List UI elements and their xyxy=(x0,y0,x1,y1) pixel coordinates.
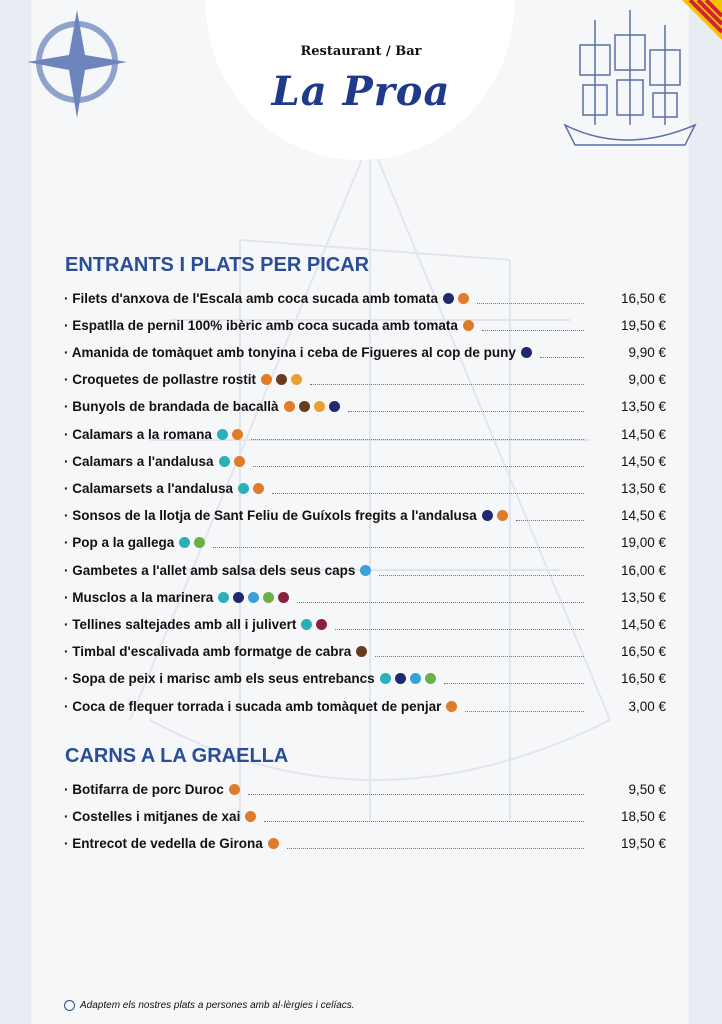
menu-item xyxy=(64,833,666,853)
item-price: 16,00 € xyxy=(620,562,666,578)
item-price: 14,50 € xyxy=(620,616,666,632)
menu-item xyxy=(64,370,666,390)
dotted-leader xyxy=(272,483,584,494)
dotted-leader xyxy=(465,701,584,712)
menu-item xyxy=(64,779,666,799)
gluten-allergen-icon xyxy=(268,838,279,849)
item-name: · Coca de flequer torrada i sucada amb tomàquet de penjar xyxy=(64,698,442,714)
restaurant-subtitle: Restaurant / Bar xyxy=(300,44,422,59)
item-name: · Sopa de peix i marisc amb els seus entrebancs xyxy=(64,671,375,687)
menu-item xyxy=(64,424,666,444)
allergen-icons xyxy=(229,784,240,795)
allergen-icons xyxy=(446,701,457,712)
gluten-free-icon xyxy=(64,1000,75,1011)
gluten-allergen-icon xyxy=(458,293,469,304)
gluten-allergen-icon xyxy=(261,374,272,385)
restaurant-title: La Proa xyxy=(271,68,451,115)
fish-allergen-icon xyxy=(482,510,493,521)
dotted-leader xyxy=(248,784,584,795)
item-name: · Croquetes de pollastre rostit xyxy=(64,372,257,388)
item-price: 14,50 € xyxy=(620,508,666,524)
menu-item xyxy=(64,288,666,308)
celery-allergen-icon xyxy=(263,592,274,603)
gluten-allergen-icon xyxy=(497,510,508,521)
menu-item xyxy=(64,315,666,335)
item-name: · Timbal d'escalivada amb formatge de cabra xyxy=(64,644,352,660)
item-price: 3,00 € xyxy=(628,698,666,714)
gluten-allergen-icon xyxy=(229,784,240,795)
item-name: · Filets d'anxova de l'Escala amb coca sucada amb tomata xyxy=(64,290,439,306)
item-price: 18,50 € xyxy=(620,808,666,824)
item-price: 9,90 € xyxy=(628,344,666,360)
gluten-allergen-icon xyxy=(245,811,256,822)
item-price: 19,00 € xyxy=(620,535,666,551)
egg-allergen-icon xyxy=(314,401,325,412)
allergen-icons xyxy=(380,673,436,684)
allergen-icons xyxy=(360,565,371,576)
allergen-icons xyxy=(218,592,289,603)
mollusc-allergen-icon xyxy=(218,592,229,603)
allergen-icons xyxy=(219,456,245,467)
item-name: · Botifarra de porc Duroc xyxy=(64,781,224,797)
crustacean-allergen-icon xyxy=(248,592,259,603)
item-name: · Espatlla de pernil 100% ibèric amb coca sucada amb tomata xyxy=(64,317,458,333)
allergen-icons xyxy=(268,838,279,849)
catalan-flag-icon xyxy=(662,0,722,60)
celery-allergen-icon xyxy=(194,537,205,548)
gluten-allergen-icon xyxy=(253,483,264,494)
sulphites-allergen-icon xyxy=(316,619,327,630)
item-price: 13,50 € xyxy=(620,480,666,496)
item-name: · Entrecot de vedella de Girona xyxy=(64,835,263,851)
menu-item xyxy=(64,397,666,417)
crustacean-allergen-icon xyxy=(360,565,371,576)
item-name: · Tellines saltejades amb all i julivert xyxy=(64,616,297,632)
dotted-leader xyxy=(444,673,584,684)
allergen-icons xyxy=(238,483,264,494)
allergen-icons xyxy=(463,320,474,331)
menu-item xyxy=(64,342,666,362)
item-price: 14,50 € xyxy=(620,426,666,442)
item-price: 9,50 € xyxy=(628,781,666,797)
section-title: CARNS A LA GRAELLA xyxy=(65,745,289,767)
fish-allergen-icon xyxy=(443,293,454,304)
allergen-icons xyxy=(521,347,532,358)
gluten-allergen-icon xyxy=(232,429,243,440)
sulphites-allergen-icon xyxy=(278,592,289,603)
item-price: 16,50 € xyxy=(620,290,666,306)
dotted-leader xyxy=(287,838,584,849)
allergy-note-text: Adaptem els nostres plats a persones amb al·lèrgies i celíacs. xyxy=(80,1000,355,1011)
gluten-allergen-icon xyxy=(284,401,295,412)
allergen-icons xyxy=(443,293,469,304)
allergen-icons xyxy=(301,619,327,630)
dotted-leader xyxy=(213,537,584,548)
menu-item xyxy=(64,669,666,689)
item-price: 16,50 € xyxy=(620,644,666,660)
item-price: 13,50 € xyxy=(620,589,666,605)
dotted-leader xyxy=(375,646,584,657)
allergy-note xyxy=(64,1000,355,1011)
item-price: 14,50 € xyxy=(620,453,666,469)
item-name: · Gambetes a l'allet amb salsa dels seus caps xyxy=(64,562,356,578)
mollusc-allergen-icon xyxy=(238,483,249,494)
allergen-icons xyxy=(261,374,302,385)
compass-rose-icon xyxy=(22,0,132,125)
mollusc-allergen-icon xyxy=(219,456,230,467)
menu-item xyxy=(64,533,666,553)
egg-allergen-icon xyxy=(291,374,302,385)
item-name: · Calamars a la romana xyxy=(64,426,212,442)
dotted-leader xyxy=(482,320,584,331)
mollusc-allergen-icon xyxy=(380,673,391,684)
menu-item xyxy=(64,587,666,607)
item-price: 19,50 € xyxy=(620,317,666,333)
menu-item xyxy=(64,560,666,580)
dotted-leader xyxy=(310,374,584,385)
fish-allergen-icon xyxy=(329,401,340,412)
dotted-leader xyxy=(297,592,584,603)
item-price: 16,50 € xyxy=(620,671,666,687)
item-name: · Calamarsets a l'andalusa xyxy=(64,480,234,496)
item-price: 19,50 € xyxy=(620,835,666,851)
menu-item xyxy=(64,806,666,826)
item-name: · Costelles i mitjanes de xai xyxy=(64,808,241,824)
celery-allergen-icon xyxy=(425,673,436,684)
allergen-icons xyxy=(217,429,243,440)
dotted-leader xyxy=(540,347,584,358)
gluten-allergen-icon xyxy=(463,320,474,331)
mollusc-allergen-icon xyxy=(217,429,228,440)
mollusc-allergen-icon xyxy=(301,619,312,630)
allergen-icons xyxy=(482,510,508,521)
crustacean-allergen-icon xyxy=(410,673,421,684)
allergen-icons xyxy=(284,401,340,412)
allergen-icons xyxy=(245,811,256,822)
item-name: · Pop a la gallega xyxy=(64,535,175,551)
allergen-icons xyxy=(179,537,205,548)
item-name: · Musclos a la marinera xyxy=(64,589,214,605)
fish-allergen-icon xyxy=(233,592,244,603)
fish-allergen-icon xyxy=(521,347,532,358)
menu-item xyxy=(64,478,666,498)
dotted-leader xyxy=(348,401,584,412)
menu-item xyxy=(64,451,666,471)
dotted-leader xyxy=(516,510,584,521)
fish-allergen-icon xyxy=(395,673,406,684)
gluten-allergen-icon xyxy=(446,701,457,712)
item-price: 13,50 € xyxy=(620,399,666,415)
item-name: · Calamars a l'andalusa xyxy=(64,453,214,469)
gluten-allergen-icon xyxy=(234,456,245,467)
menu-item xyxy=(64,696,666,716)
menu-item xyxy=(64,614,666,634)
dotted-leader xyxy=(379,565,584,576)
item-name: · Sonsos de la llotja de Sant Feliu de Guíxols fregits a l'andalusa xyxy=(64,508,477,524)
item-name: · Amanida de tomàquet amb tonyina i ceba de Figueres al cop de puny xyxy=(64,344,516,360)
dotted-leader xyxy=(251,429,584,440)
milk-allergen-icon xyxy=(356,646,367,657)
dotted-leader xyxy=(335,619,584,630)
milk-allergen-icon xyxy=(276,374,287,385)
menu-item xyxy=(64,642,666,662)
mollusc-allergen-icon xyxy=(179,537,190,548)
milk-allergen-icon xyxy=(299,401,310,412)
dotted-leader xyxy=(477,293,584,304)
item-price: 9,00 € xyxy=(628,372,666,388)
menu-item xyxy=(64,506,666,526)
allergen-icons xyxy=(356,646,367,657)
section-title: ENTRANTS I PLATS PER PICAR xyxy=(65,254,370,276)
dotted-leader xyxy=(264,811,584,822)
dotted-leader xyxy=(253,456,584,467)
item-name: · Bunyols de brandada de bacallà xyxy=(64,399,279,415)
